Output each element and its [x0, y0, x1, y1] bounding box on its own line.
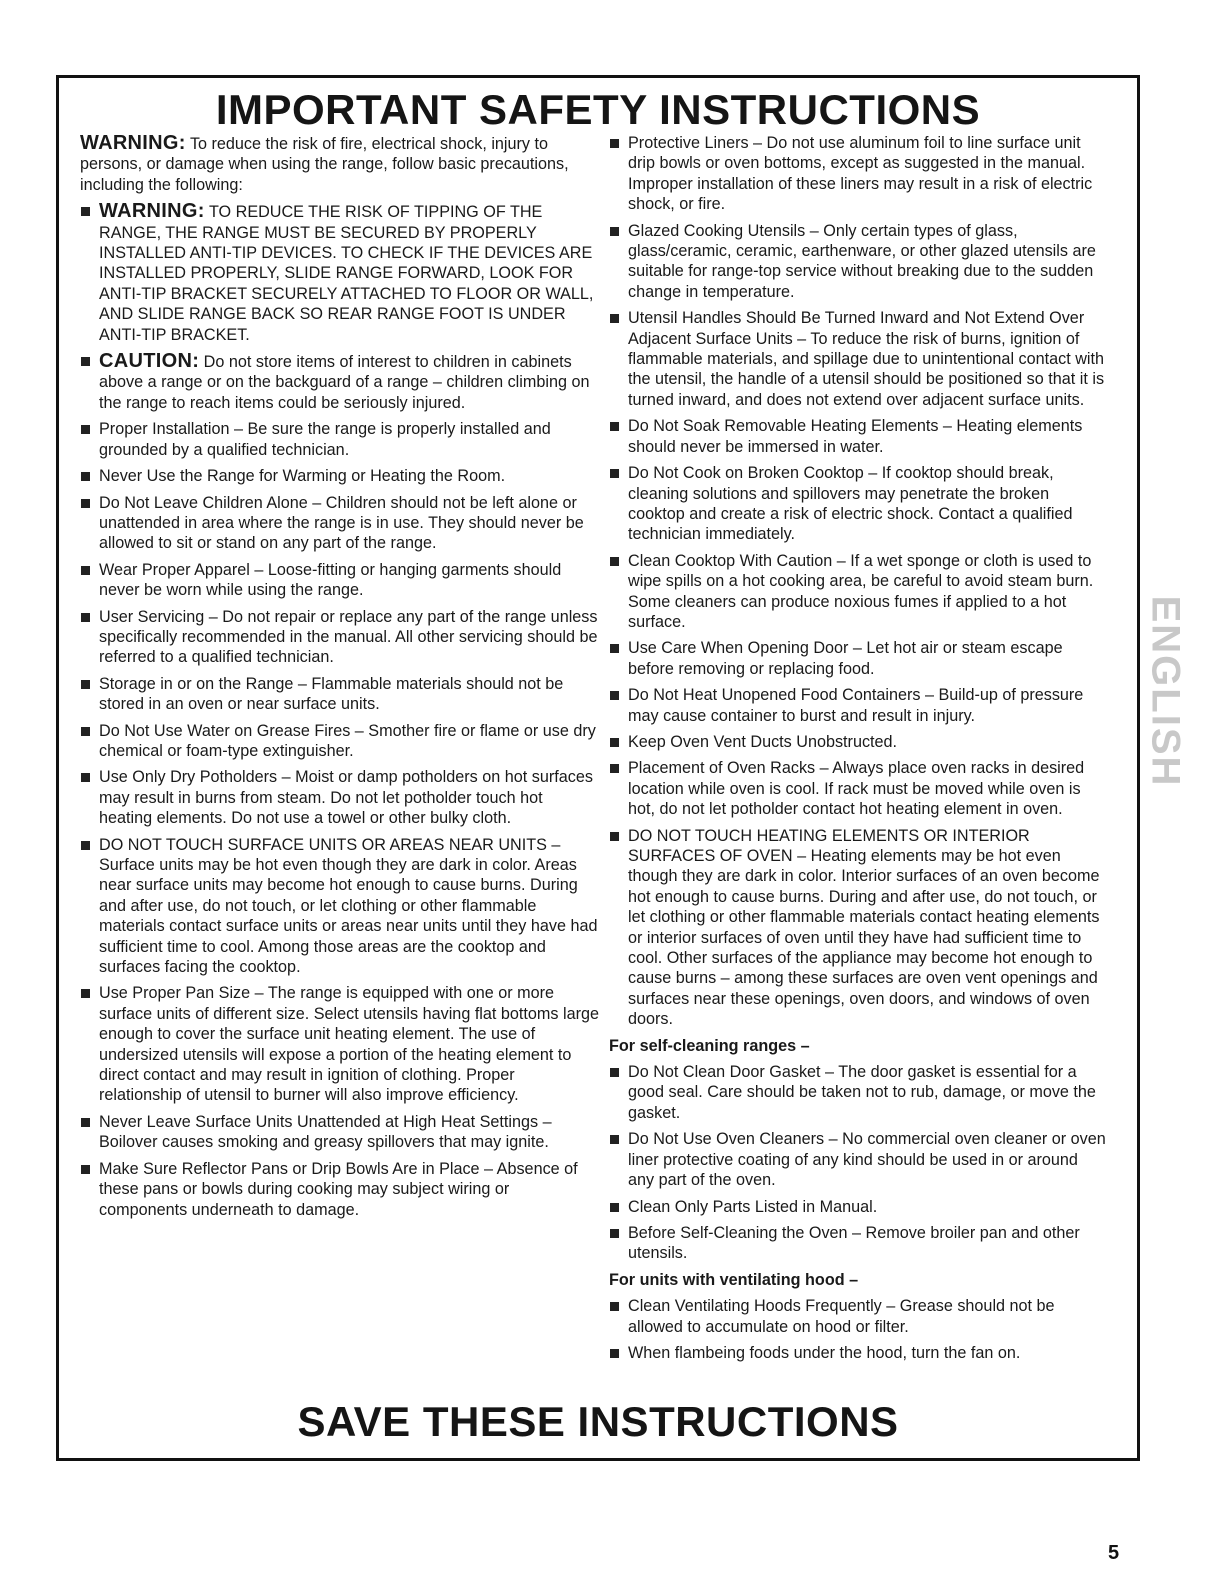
square-bullet-icon: [610, 764, 619, 773]
list-item: [609, 463, 1107, 545]
square-bullet-icon: [81, 425, 90, 434]
item-text: Never Use the Range for Warming or Heating the Room.: [99, 467, 506, 486]
ventilating-hood-list: [609, 1296, 1107, 1363]
square-bullet-icon: [81, 773, 90, 782]
square-bullet-icon: [610, 557, 619, 566]
ventilating-hood-heading: For units with ventilating hood –: [609, 1270, 859, 1289]
square-bullet-icon: [610, 469, 619, 478]
item-text: Make Sure Reflector Pans or Drip Bowls Are in Place – Absence of these pans or bowls during cooking may subject wiring or components underneath to damage.: [99, 1159, 578, 1219]
item-text: Use Only Dry Potholders – Moist or damp potholders on hot surfaces may result in burns from steam. Do not let potholder touch hot heating elements. Do not use a towel or other bulky cloth.: [99, 768, 593, 828]
item-text: Glazed Cooking Utensils – Only certain types of glass, glass/ceramic, ceramic, earthenware, or other glazed utensils are suitable for range-top service without breaking due to the sudden change in temperature.: [628, 221, 1096, 301]
side-tab-label: ENGLISH: [1143, 595, 1188, 787]
square-bullet-icon: [610, 139, 619, 148]
item-text: Do Not Clean Door Gasket – The door gasket is essential for a good seal. Care should be taken not to rub, damage, or move the gasket.: [628, 1063, 1096, 1122]
item-text: Never Leave Surface Units Unattended at High Heat Settings – Boilover causes smoking and greasy spillovers that may ignite.: [99, 1112, 552, 1152]
item-text: Wear Proper Apparel – Loose-fitting or hanging garments should never be worn while using the range.: [99, 560, 562, 600]
square-bullet-icon: [610, 1203, 619, 1212]
square-bullet-icon: [610, 691, 619, 700]
list-item: [80, 351, 600, 413]
square-bullet-icon: [81, 499, 90, 508]
list-item: [609, 551, 1107, 633]
list-item: [609, 638, 1107, 679]
list-item: [609, 1062, 1107, 1123]
right-bullet-list: [609, 133, 1107, 1030]
list-item: [609, 1223, 1107, 1264]
list-item: [80, 1159, 600, 1220]
list-item: [609, 1129, 1107, 1190]
item-text: Do Not Heat Unopened Food Containers – Build-up of pressure may cause container to burst and result in injury.: [628, 686, 1084, 725]
list-item: [80, 835, 600, 978]
list-item: [609, 416, 1107, 457]
left-column: [80, 133, 600, 1226]
intro-text: To reduce the risk of fire, electrical shock, injury to persons, or damage when using the range, follow basic precautions, including the following:: [80, 135, 569, 194]
square-bullet-icon: [610, 832, 619, 841]
intro-warning: [80, 133, 600, 195]
item-keyword: WARNING:: [99, 200, 205, 223]
page-title: IMPORTANT SAFETY INSTRUCTIONS: [215, 86, 981, 133]
item-text: Do Not Cook on Broken Cooktop – If cooktop should break, cleaning solutions and spillovers may penetrate the broken cooktop and create a risk of electric shock. Contact a qualified technician immediately.: [628, 464, 1073, 544]
item-text: Use Proper Pan Size – The range is equipped with one or more surface units of different size. Select utensils having flat bottoms large enough to cover the surface unit heating element. The use of undersized utensils will expose a portion of the heating element to direct contact and may result in ignition of clothing. Proper relationship of utensil to burner will also improve efficiency.: [99, 984, 599, 1105]
list-item: [80, 419, 600, 460]
list-item: [609, 732, 1107, 752]
square-bullet-icon: [81, 207, 90, 216]
square-bullet-icon: [81, 680, 90, 689]
item-text: Utensil Handles Should Be Turned Inward and Not Extend Over Adjacent Surface Units – To reduce the risk of burns, ignition of flammable materials, and spillage due to unintentional contact with the utensil, the handle of a utensil should be positioned so that it is turned inward, and does not extend over adjacent surface units.: [628, 309, 1105, 409]
item-text: Protective Liners – Do not use aluminum foil to line surface unit drip bowls or oven bottoms, except as suggested in the manual. Improper installation of these liners may result in a risk of electric shock, or fire.: [628, 134, 1093, 214]
list-item: [80, 767, 600, 828]
square-bullet-icon: [610, 738, 619, 747]
square-bullet-icon: [610, 1349, 619, 1358]
list-item: [80, 721, 600, 762]
save-instructions-footer: SAVE THESE INSTRUCTIONS: [297, 1398, 899, 1445]
item-text: Do Not Soak Removable Heating Elements – Heating elements should never be immersed in water.: [628, 417, 1083, 456]
square-bullet-icon: [610, 644, 619, 653]
item-text: Proper Installation – Be sure the range is properly installed and grounded by a qualified technician.: [99, 420, 551, 459]
item-text: Storage in or on the Range – Flammable materials should not be stored in an oven or near surface units.: [99, 674, 564, 714]
left-bullet-list: [80, 201, 600, 1220]
list-item: [80, 560, 600, 601]
list-item: [80, 607, 600, 668]
item-text: Use Care When Opening Door – Let hot air or steam escape before removing or replacing food.: [628, 639, 1063, 678]
item-text: Do not store items of interest to children in cabinets above a range or on the backguard of a range – children climbing on the range to reach items could be seriously injured.: [99, 353, 590, 412]
list-item: [80, 201, 600, 345]
list-item: [609, 1343, 1107, 1363]
square-bullet-icon: [81, 613, 90, 622]
list-item: [609, 308, 1107, 410]
square-bullet-icon: [610, 1229, 619, 1238]
square-bullet-icon: [610, 227, 619, 236]
list-item: [609, 221, 1107, 303]
self-cleaning-heading: For self-cleaning ranges –: [609, 1036, 810, 1055]
item-text: Before Self-Cleaning the Oven – Remove broiler pan and other utensils.: [628, 1223, 1080, 1263]
item-text: Clean Cooktop With Caution – If a wet sponge or cloth is used to wipe spills on a hot cooking area, be careful to avoid steam burn. Some cleaners can produce noxious fumes if applied to a hot surface.: [628, 551, 1094, 631]
item-text: When flambeing foods under the hood, turn the fan on.: [628, 1343, 1021, 1362]
list-item: [80, 674, 600, 715]
list-item: [80, 983, 600, 1105]
list-item: [609, 1197, 1107, 1217]
list-item: [80, 466, 600, 486]
item-text: Placement of Oven Racks – Always place oven racks in desired location while oven is cool. If rack must be moved while oven is hot, do not let potholder contact hot heating element in oven.: [628, 759, 1085, 819]
square-bullet-icon: [610, 314, 619, 323]
right-column: [609, 133, 1107, 1369]
list-item: [609, 826, 1107, 1030]
square-bullet-icon: [81, 989, 90, 998]
square-bullet-icon: [610, 422, 619, 431]
self-cleaning-list: [609, 1062, 1107, 1264]
list-item: [80, 1112, 600, 1153]
square-bullet-icon: [81, 727, 90, 736]
list-item: [609, 1296, 1107, 1337]
item-text: DO NOT TOUCH SURFACE UNITS OR AREAS NEAR UNITS – Surface units may be hot even though they are dark in color. Areas near surface units may become hot enough to cause burns. During and after use, do not touch, or let clothing or other flammable materials contact surface units or areas near units until they have had sufficient time to cool. Among those areas are the cooktop and surfaces facing the cooktop.: [99, 835, 598, 977]
square-bullet-icon: [81, 841, 90, 850]
item-text: Do Not Leave Children Alone – Children should not be left alone or unattended in area where the range is in use. They should never be allowed to sit or stand on any part of the range.: [99, 493, 584, 553]
item-text: Keep Oven Vent Ducts Unobstructed.: [628, 732, 898, 751]
page-number: 5: [1108, 1542, 1120, 1564]
safety-instructions-box: [56, 75, 1140, 1461]
item-text: DO NOT TOUCH HEATING ELEMENTS OR INTERIOR SURFACES OF OVEN – Heating elements may be hot even though they are dark in color. Interior surfaces of an oven become hot enough to cause burns. During and after use, do not touch, or let clothing or other flammable materials contact heating elements or interior surfaces of oven until they have had sufficient time to cool. Other surfaces of the appliance may become hot enough to cause burns – among these surfaces are oven vent openings and surfaces near these openings, oven doors, and windows of oven doors.: [628, 826, 1100, 1029]
item-text: User Servicing – Do not repair or replace any part of the range unless specifically recommended in the manual. All other servicing should be referred to a qualified technician.: [99, 607, 598, 667]
list-item: [609, 685, 1107, 726]
square-bullet-icon: [610, 1135, 619, 1144]
item-keyword: CAUTION:: [99, 350, 200, 373]
item-text: TO REDUCE THE RISK OF TIPPING OF THE RANGE, THE RANGE MUST BE SECURED BY PROPERLY INSTALLED ANTI-TIP DEVICES. TO CHECK IF THE DEVICES ARE INSTALLED PROPERLY, SLIDE RANGE FORWARD, LOOK FOR ANTI-TIP BRACKET SECURELY ATTACHED TO FLOOR OR WALL, AND SLIDE RANGE BACK SO REAR RANGE FOOT IS UNDER ANTI-TIP BRACKET.: [99, 203, 594, 344]
item-text: Clean Ventilating Hoods Frequently – Grease should not be allowed to accumulate on hood or filter.: [628, 1297, 1055, 1336]
square-bullet-icon: [610, 1068, 619, 1077]
square-bullet-icon: [81, 357, 90, 366]
square-bullet-icon: [81, 566, 90, 575]
item-text: Clean Only Parts Listed in Manual.: [628, 1197, 878, 1216]
item-text: Do Not Use Water on Grease Fires – Smother fire or flame or use dry chemical or foam-type extinguisher.: [99, 721, 596, 760]
list-item: [80, 493, 600, 554]
square-bullet-icon: [81, 1118, 90, 1127]
list-item: [609, 758, 1107, 819]
language-side-tab: [1143, 562, 1188, 820]
square-bullet-icon: [610, 1302, 619, 1311]
list-item: [609, 133, 1107, 215]
item-text: Do Not Use Oven Cleaners – No commercial oven cleaner or oven liner protective coating of any kind should be used in or around any part of the oven.: [628, 1130, 1106, 1190]
intro-keyword: WARNING:: [80, 132, 186, 154]
square-bullet-icon: [81, 1165, 90, 1174]
square-bullet-icon: [81, 472, 90, 481]
